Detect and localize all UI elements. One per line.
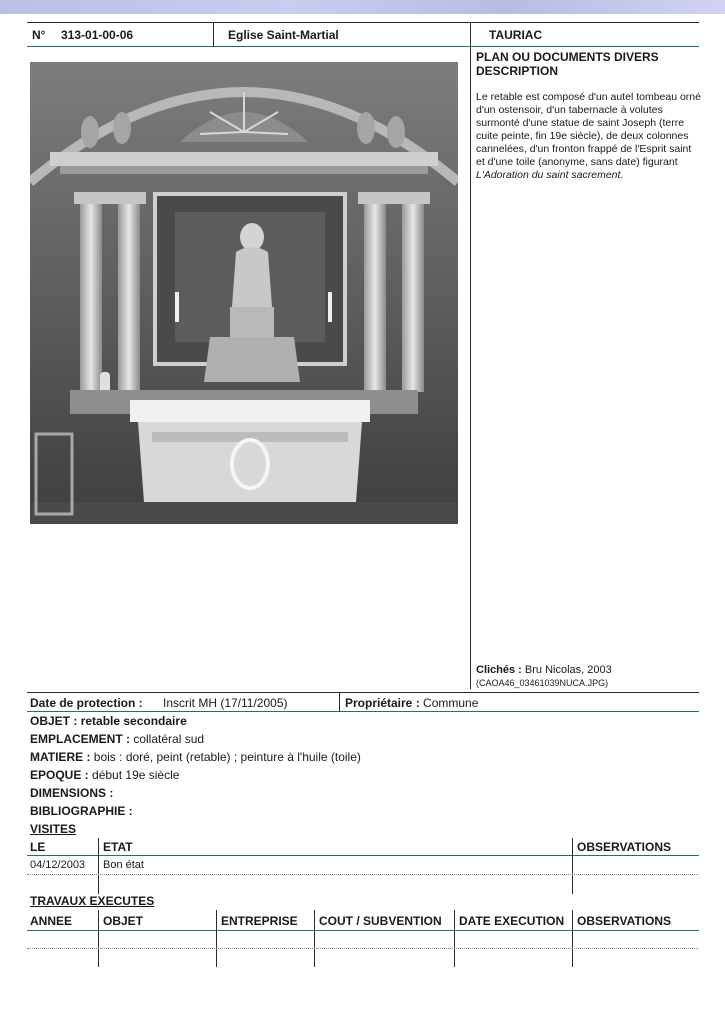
main-vertical-divider	[470, 22, 471, 689]
protection-divider	[339, 692, 340, 712]
epoque-value: début 19e siècle	[92, 768, 180, 782]
dimensions-label: DIMENSIONS :	[30, 786, 114, 800]
epoque-line	[30, 768, 179, 782]
owner-value: Commune	[423, 696, 479, 710]
retable-photograph	[30, 62, 458, 524]
visites-col-le: LE	[30, 840, 46, 854]
travaux-header-rule	[27, 930, 699, 931]
description-main: Le retable est composé d'un autel tombeau orné d'un ostensoir, d'un tabernacle à volutes surmonté d'une statue de saint Joseph (terre cuite peinte, fin 19e siècle), de deux colonnes cannelées, d'un fronton frappé de l'Esprit saint et d'une toile (anonyme, sans date) figurant	[476, 91, 701, 168]
visites-row-rule	[27, 874, 699, 875]
header-bottom-rule	[27, 46, 699, 47]
travaux-title: TRAVAUX EXECUTES	[30, 894, 155, 908]
travaux-divider-3	[314, 910, 315, 967]
travaux-col-objet: OBJET	[103, 914, 144, 928]
travaux-col-annee: ANNEE	[30, 914, 73, 928]
protection-value: Inscrit MH (17/11/2005)	[163, 696, 288, 710]
cliches-file: (CAOA46_03461039NUCA.JPG)	[476, 678, 609, 688]
travaux-col-observations: OBSERVATIONS	[577, 914, 672, 928]
emplacement-value: collatéral sud	[133, 732, 205, 746]
matiere-value: bois : doré, peint (retable) ; peinture à l'huile (toile)	[93, 750, 361, 764]
travaux-divider-4	[454, 910, 455, 967]
epoque-label: EPOQUE :	[30, 768, 89, 782]
owner-line	[345, 696, 478, 710]
header-top-rule	[27, 22, 699, 23]
visites-divider-1	[98, 838, 99, 894]
objet-value: retable secondaire	[80, 714, 187, 728]
protection-bottom-rule	[27, 711, 699, 712]
travaux-col-cout: COUT / SUBVENTION	[319, 914, 442, 928]
travaux-divider-5	[572, 910, 573, 967]
objet-line	[30, 714, 187, 728]
matiere-line	[30, 750, 361, 764]
protection-line	[30, 696, 143, 710]
description-artwork-title: L'Adoration du saint sacrement	[476, 169, 621, 181]
number-label: N°	[32, 28, 46, 42]
description-text	[476, 91, 701, 182]
visites-divider-2	[572, 838, 573, 894]
record-number: 313-01-00-06	[61, 28, 134, 42]
building-name: Eglise Saint-Martial	[228, 28, 339, 42]
section-title-description: DESCRIPTION	[476, 64, 559, 78]
visit-date: 04/12/2003	[30, 859, 86, 871]
visites-col-observations: OBSERVATIONS	[577, 840, 672, 854]
visites-header-rule	[27, 855, 699, 856]
cliches-line	[476, 664, 612, 676]
cliches-label: Clichés :	[476, 664, 522, 676]
matiere-label: MATIERE :	[30, 750, 91, 764]
commune-name: TAURIAC	[489, 28, 543, 42]
header-divider-1	[213, 22, 214, 47]
scan-top-band	[0, 0, 725, 14]
visites-col-etat: ETAT	[103, 840, 133, 854]
owner-label: Propriétaire :	[345, 696, 420, 710]
description-end: .	[620, 169, 624, 181]
emplacement-line	[30, 732, 204, 746]
travaux-row-rule	[27, 948, 699, 949]
protection-top-rule	[27, 692, 699, 693]
section-title-plan: PLAN OU DOCUMENTS DIVERS	[476, 50, 659, 64]
emplacement-label: EMPLACEMENT :	[30, 732, 130, 746]
protection-label: Date de protection :	[30, 696, 143, 710]
bibliographie-label: BIBLIOGRAPHIE :	[30, 804, 133, 818]
travaux-divider-1	[98, 910, 99, 967]
objet-label: OBJET :	[30, 714, 78, 728]
visites-title: VISITES	[30, 822, 77, 836]
travaux-col-date: DATE EXECUTION	[459, 914, 565, 928]
travaux-divider-2	[216, 910, 217, 967]
travaux-col-entreprise: ENTREPRISE	[221, 914, 298, 928]
cliches-value: Bru Nicolas, 2003	[524, 664, 612, 676]
visit-etat: Bon état	[103, 859, 144, 871]
